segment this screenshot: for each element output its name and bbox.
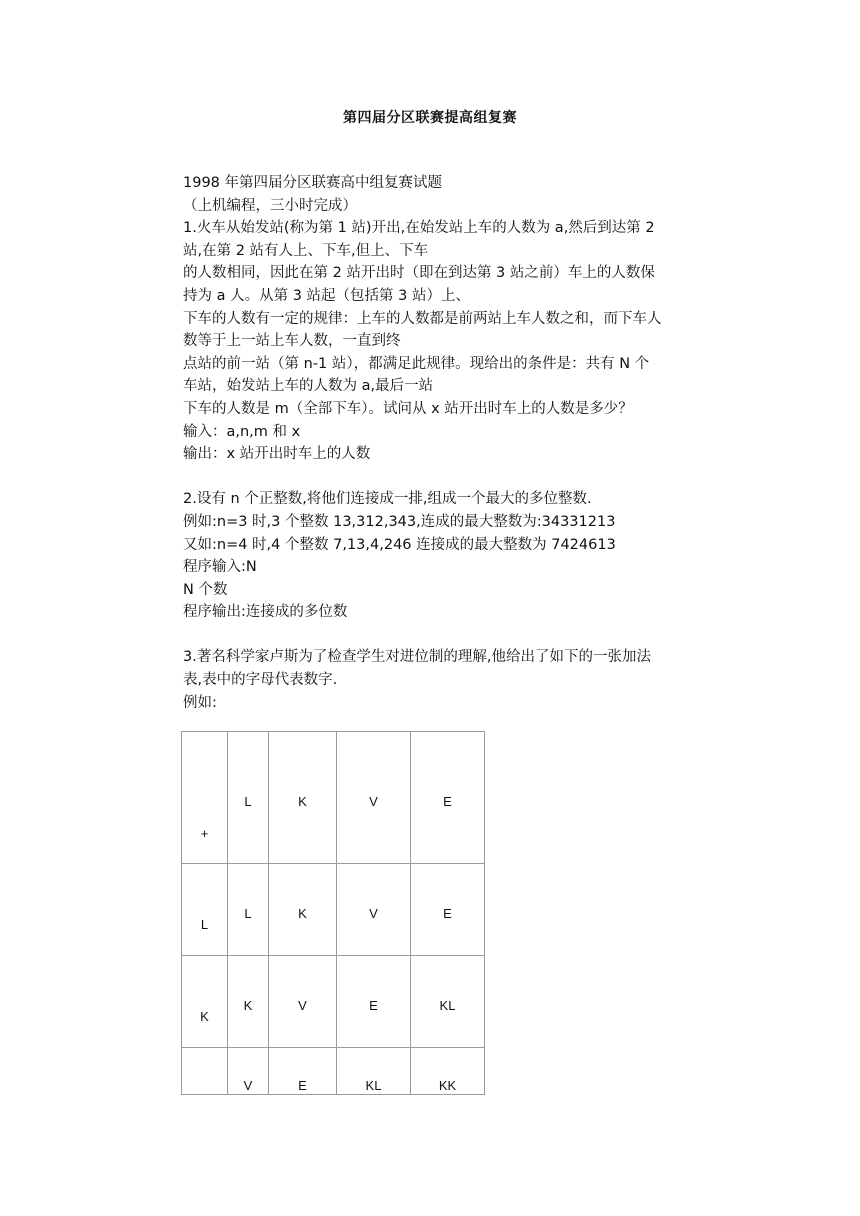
cell-text: K [200, 1009, 209, 1024]
text-line: 下车的人数有一定的规律：上车的人数都是前两站上车人数之和，而下车人 [183, 310, 662, 327]
table-cell [411, 956, 485, 1048]
cell-text: V [369, 794, 378, 809]
table-cell [182, 1048, 228, 1095]
text-line: 3.著名科学家卢斯为了检查学生对进位制的理解,他给出了如下的一张加法 [183, 649, 651, 666]
cell-text: E [298, 1078, 307, 1093]
text-line: 持为 a 人。从第 3 站起（包括第 3 站）上、 [183, 287, 470, 304]
text-line: 输入：a,n,m 和 x [183, 423, 301, 440]
cell-text: V [298, 998, 307, 1013]
table-cell [411, 732, 485, 864]
blank-line [183, 466, 693, 489]
table-cell [269, 732, 337, 864]
cell-text: K [298, 794, 307, 809]
table-cell [337, 956, 411, 1048]
text-line: 程序输入:N [183, 559, 257, 576]
table-cell [228, 732, 269, 864]
table-cell [182, 732, 228, 864]
text-line: 1.火车从始发站(称为第 1 站)开出,在始发站上车的人数为 a,然后到达第 2 [183, 220, 655, 237]
table-row [182, 864, 485, 956]
cell-text: L [200, 917, 209, 932]
text-line: 下车的人数是 m（全部下车）。试问从 x 站开出时车上的人数是多少？ [183, 400, 633, 417]
table-cell [228, 864, 269, 956]
text-line: 表,表中的字母代表数字. [183, 672, 338, 689]
table-cell [337, 864, 411, 956]
cell-text: L [244, 794, 252, 809]
cell-text: L [244, 906, 252, 921]
blank-line [183, 624, 693, 647]
cell-text: V [369, 906, 378, 921]
table-row [182, 956, 485, 1048]
table-cell [411, 864, 485, 956]
text-line: N 个数 [183, 581, 228, 598]
text-line: 又如:n=4 时,4 个整数 7,13,4,246 连接成的最大整数为 7424613 [183, 536, 616, 553]
text-line: 程序输出:连接成的多位数 [183, 604, 348, 621]
table-row [182, 1048, 485, 1095]
table-cell [228, 956, 269, 1048]
table-cell [182, 956, 228, 1048]
addition-table [181, 731, 485, 1095]
table-cell [337, 732, 411, 864]
text-line: 点站的前一站（第 n-1 站），都满足此规律。现给出的条件是：共有 N 个 [183, 355, 650, 372]
problem-text [183, 172, 693, 714]
page-title: 第四届分区联赛提高组复赛 [343, 110, 517, 126]
table-cell [411, 1048, 485, 1095]
cell-text: E [369, 998, 378, 1013]
table-cell [269, 864, 337, 956]
text-line: 站,在第 2 站有人上、下车,但上、下车 [183, 242, 429, 259]
cell-text: KL [365, 1078, 382, 1093]
text-line: 的人数相同，因此在第 2 站开出时（即在到达第 3 站之前）车上的人数保 [183, 265, 655, 282]
text-line: 数等于上一站上车人数，一直到终 [183, 333, 401, 350]
text-line: 例如: [183, 694, 217, 711]
table-cell [269, 1048, 337, 1095]
cell-text: K [298, 906, 307, 921]
cell-text: KK [438, 1078, 457, 1093]
table-cell [228, 1048, 269, 1095]
text-line: 车站，始发站上车的人数为 a,最后一站 [183, 378, 434, 395]
cell-text: E [443, 906, 452, 921]
table-cell [269, 956, 337, 1048]
text-line: 输出：x 站开出时车上的人数 [183, 446, 371, 463]
table-cell [337, 1048, 411, 1095]
cell-text: + [200, 826, 209, 841]
text-line: 例如:n=3 时,3 个整数 13,312,343,连成的最大整数为:34331213 [183, 513, 616, 530]
cell-text: K [243, 998, 253, 1013]
text-line: （上机编程，三小时完成） [183, 197, 357, 214]
table-row [182, 732, 485, 864]
cell-text: KL [439, 998, 456, 1013]
table-cell [182, 864, 228, 956]
cell-text: V [243, 1078, 253, 1093]
cell-text: E [443, 794, 452, 809]
text-line: 2.设有 n 个正整数,将他们连接成一排,组成一个最大的多位整数. [183, 491, 592, 508]
text-line: 1998 年第四届分区联赛高中组复赛试题 [183, 175, 443, 191]
